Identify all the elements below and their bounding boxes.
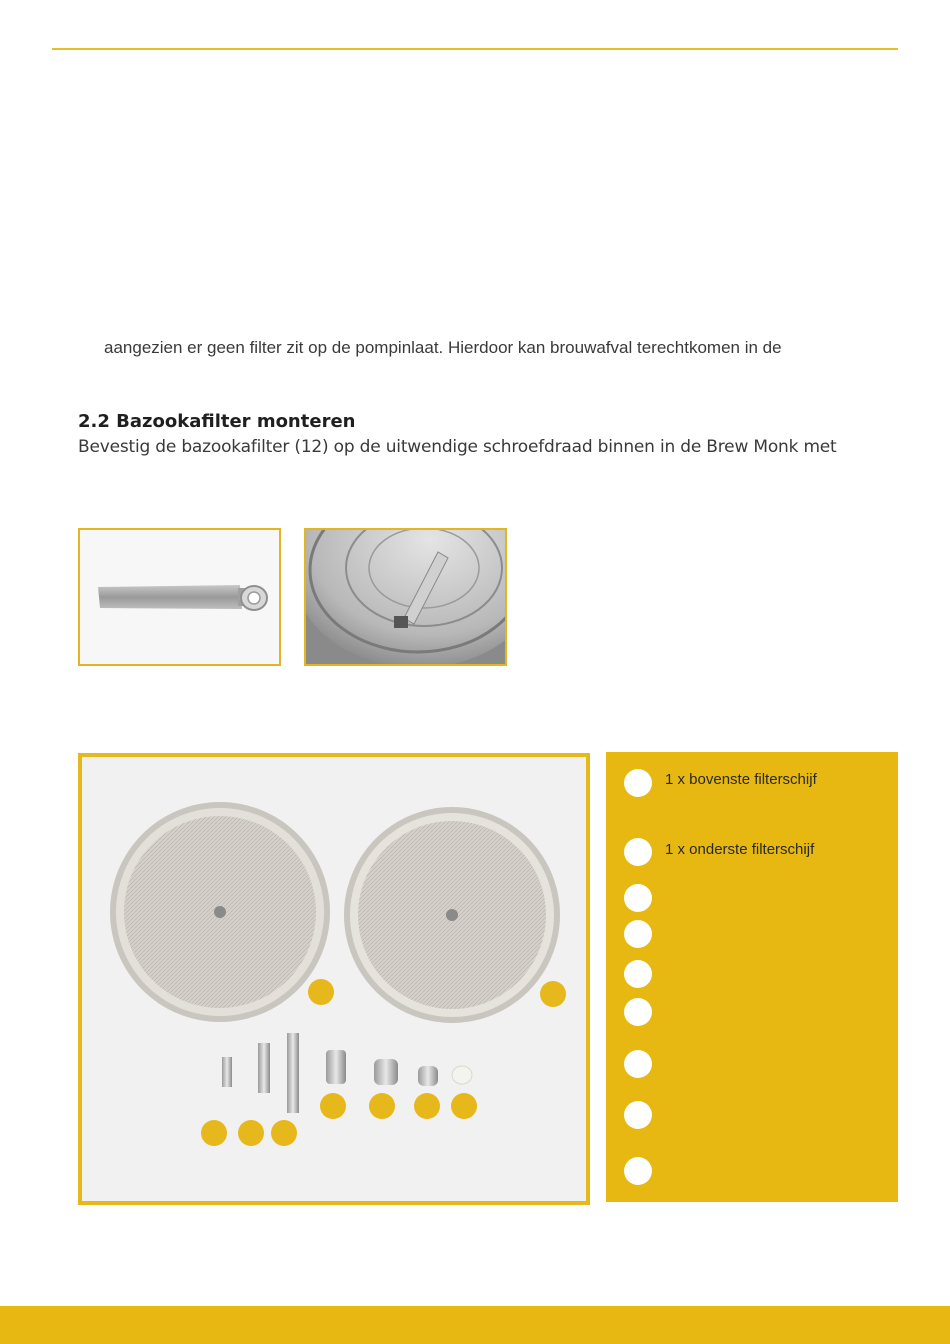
filter-parts-photo — [78, 753, 590, 1205]
legend-item-text: 1 x onderste filterschijf — [665, 841, 815, 858]
section-body: Bevestig de bazookafilter (12) op de uitwendige schroefdraad binnen in de Brew Monk met — [78, 437, 837, 457]
legend-bullet — [624, 1101, 652, 1129]
bazooka-filter-photo — [78, 528, 281, 666]
filter-parts-icon — [82, 757, 586, 1201]
callout-marker — [271, 1120, 297, 1146]
header-rule — [52, 48, 898, 50]
callout-marker — [414, 1093, 440, 1119]
legend-bullet — [624, 1157, 652, 1185]
callout-marker — [201, 1120, 227, 1146]
callout-marker — [540, 981, 566, 1007]
legend-bullet — [624, 1050, 652, 1078]
parts-legend — [606, 752, 898, 1202]
callout-marker — [451, 1093, 477, 1119]
paragraph-line: aangezien er geen filter zit op de pompinlaat. Hierdoor kan brouwafval terechtkomen in de — [104, 338, 782, 357]
bazooka-filter-icon — [80, 530, 279, 664]
callout-marker — [320, 1093, 346, 1119]
legend-bullet — [624, 960, 652, 988]
callout-marker — [369, 1093, 395, 1119]
section-heading: 2.2 Bazookafilter monteren — [78, 411, 356, 432]
installed-filter-photo — [304, 528, 507, 666]
legend-bullet — [624, 920, 652, 948]
legend-bullet — [624, 838, 652, 866]
callout-marker — [238, 1120, 264, 1146]
legend-item-text: 1 x bovenste filterschijf — [665, 771, 817, 788]
footer-band — [0, 1306, 950, 1344]
legend-bullet — [624, 884, 652, 912]
legend-bullet — [624, 769, 652, 797]
installed-filter-icon — [306, 530, 505, 664]
legend-bullet — [624, 998, 652, 1026]
callout-marker — [308, 979, 334, 1005]
